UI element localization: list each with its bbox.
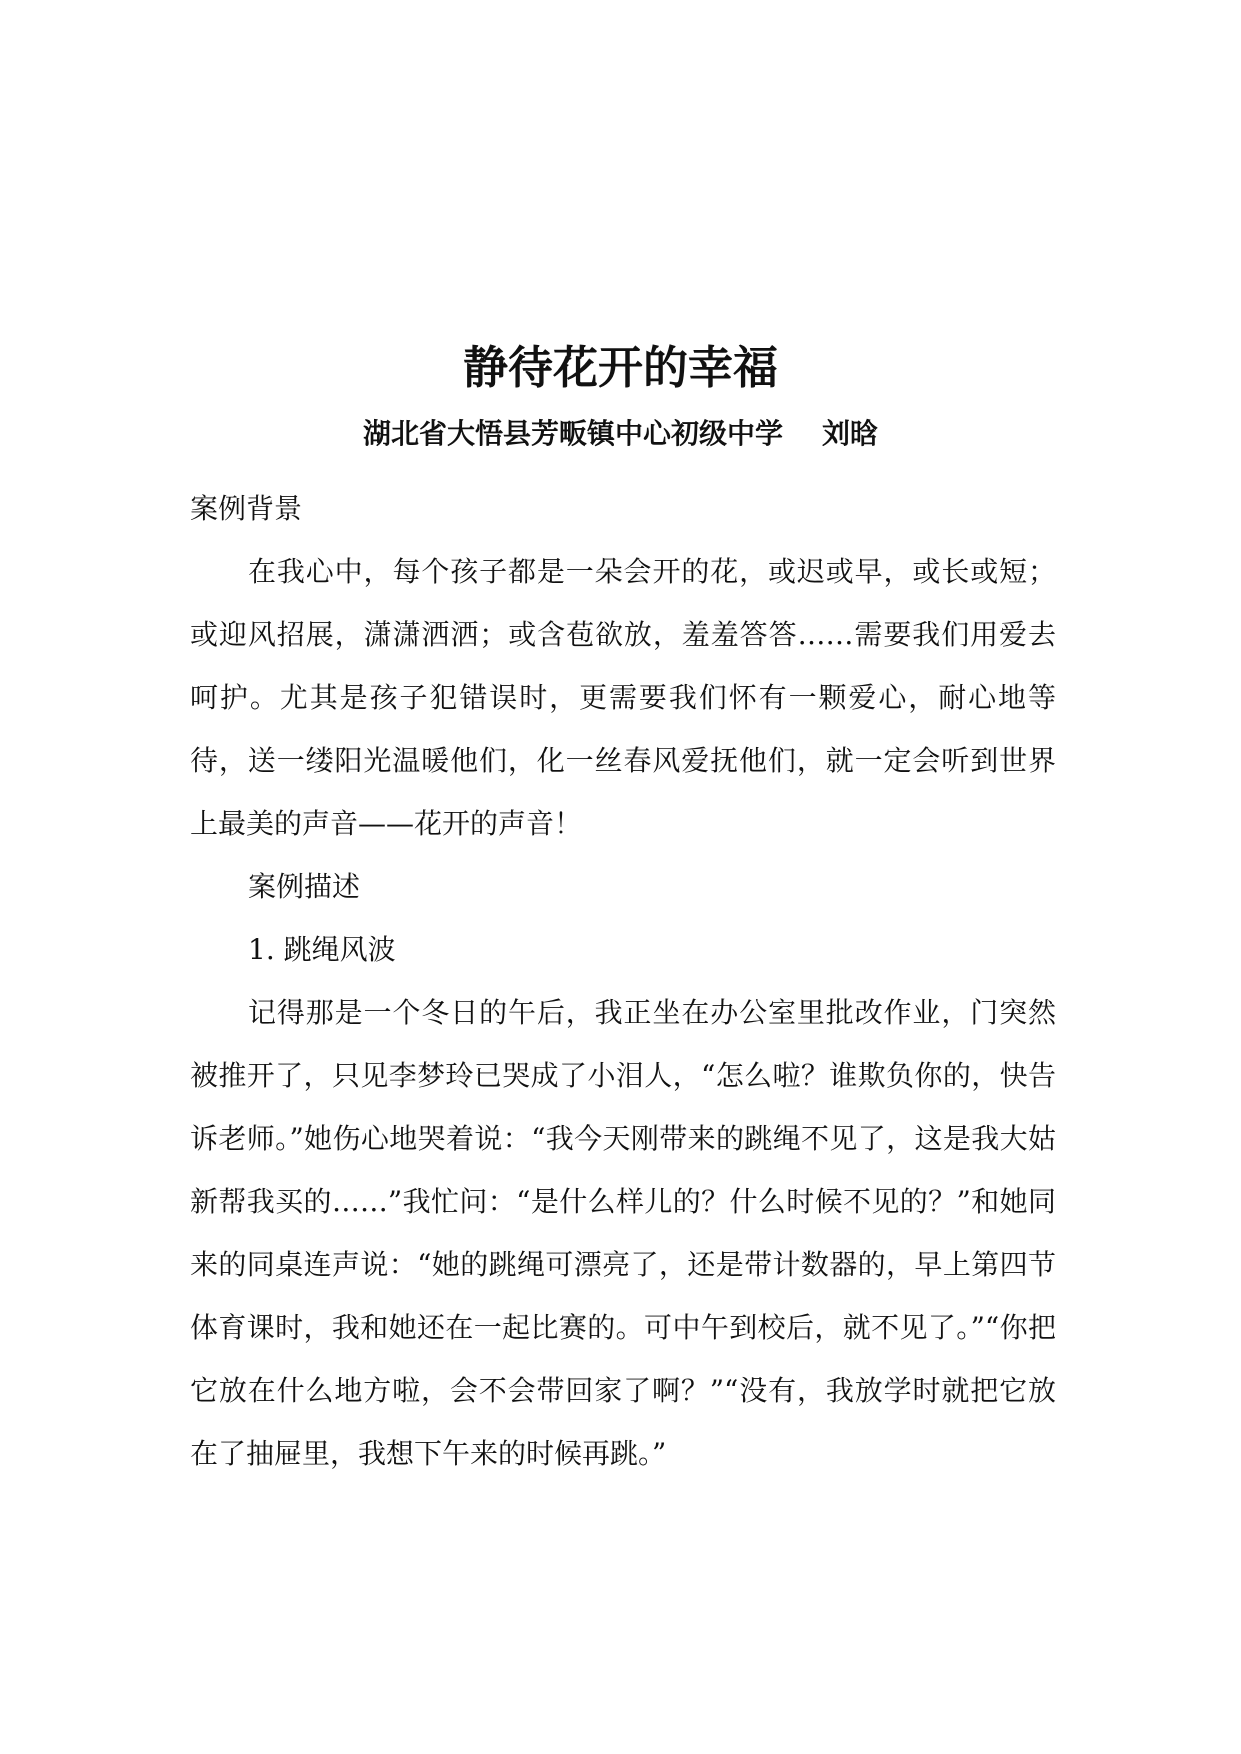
section-heading-description: 案例描述: [248, 870, 361, 903]
story-paragraph: 记得那是一个冬日的午后，我正坐在办公室里批改作业，门突然被推开了，只见李梦玲已哭成了小泪人，“怎么啦？谁欺负你的，快告诉老师。”她伤心地哭着说：“我今天刚带来的跳绳不见了，这是我大姑新帮我买的……”我忙问：“是什么样儿的？什么时候不见的？”和她同来的同桌连声说：“她的跳绳可漂亮了，还是带计数器的，早上第四节体育课时，我和她还在一起比赛的。可中午到校后，就不见了。”“你把它放在什么地方啦，会不会带回家了啊？”“没有，我放学时就把它放在了抽屉里，我想下午来的时候再跳。”: [190, 996, 1056, 1470]
author-line: 湖北省大悟县芳畈镇中心初级中学 刘晗: [363, 417, 878, 450]
document-title: 静待花开的幸福: [462, 341, 778, 394]
section-heading-background: 案例背景: [190, 492, 303, 525]
subheading-jump-rope: 1. 跳绳风波: [248, 933, 396, 966]
background-paragraph: 在我心中，每个孩子都是一朵会开的花，或迟或早，或长或短；或迎风招展，潇潇洒洒；或含苞欲放，羞羞答答……需要我们用爱去呵护。尤其是孩子犯错误时，更需要我们怀有一颗爱心，耐心地等待，送一缕阳光温暖他们，化一丝春风爱抚他们，就一定会听到世界上最美的声音——花开的声音！: [190, 555, 1056, 840]
document-body: [190, 477, 1056, 1485]
